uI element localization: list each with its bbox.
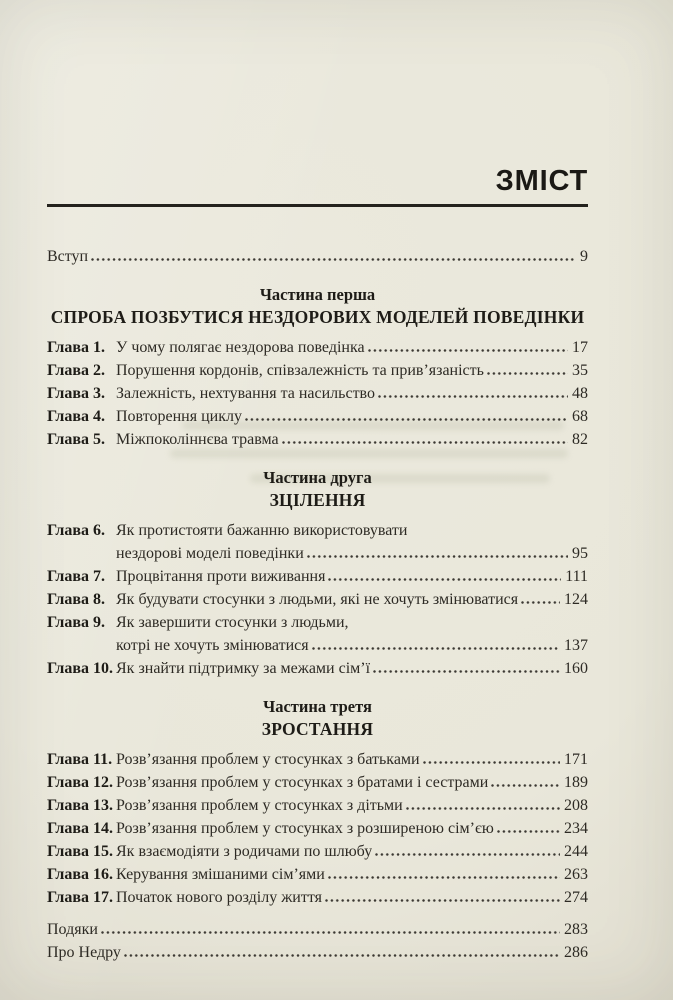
chapter-label: Глава 12. — [47, 774, 113, 791]
dot-leader — [378, 395, 568, 398]
entry-label: Про Недру — [47, 944, 121, 961]
toc-page — [47, 0, 588, 964]
page-number: 111 — [565, 568, 588, 585]
entry-label: Подяки — [47, 921, 98, 938]
toc-entry — [47, 941, 588, 964]
toc-entry — [47, 748, 588, 771]
chapter-title: Міжпоколіннєва травма — [116, 431, 279, 448]
toc-entry-continuation — [47, 634, 588, 657]
toc-entry — [47, 918, 588, 941]
chapter-title: Повторення циклу — [116, 408, 242, 425]
part-heading-2 — [47, 467, 588, 512]
page-number: 286 — [564, 944, 588, 961]
chapter-label: Глава 16. — [47, 866, 113, 883]
dot-leader — [307, 555, 568, 558]
chapter-label: Глава 1. — [47, 339, 105, 356]
dot-leader — [328, 578, 561, 581]
dot-leader — [328, 876, 560, 879]
chapter-title: Процвітання проти виживання — [116, 568, 326, 585]
part-title: ЗРОСТАННЯ — [261, 719, 374, 739]
chapter-label: Глава 15. — [47, 843, 113, 860]
chapter-title: Як знайти підтримку за межами сім’ї — [116, 660, 371, 677]
toc-entry — [47, 771, 588, 794]
entry-label: Вступ — [47, 248, 89, 265]
chapter-title: Як завершити стосунки з людьми, — [116, 614, 349, 631]
toc-entry-intro — [47, 245, 588, 268]
chapter-title: Як будувати стосунки з людьми, які не хочуть змінюватися — [116, 591, 519, 608]
chapter-label: Глава 13. — [47, 797, 113, 814]
toc-entry — [47, 611, 588, 634]
part-name: Частина перша — [259, 285, 376, 304]
title-rule — [47, 204, 588, 207]
back-matter — [47, 918, 588, 964]
toc-entry — [47, 336, 588, 359]
chapter-title: Порушення кордонів, співзалежність та прив’язаність — [116, 362, 484, 379]
chapter-label: Глава 7. — [47, 568, 105, 585]
part-name: Частина третя — [263, 697, 372, 716]
part-name: Частина друга — [263, 468, 372, 487]
page-number: 68 — [572, 408, 588, 425]
chapter-title-line2: нездорові моделі поведінки — [116, 545, 304, 562]
dot-leader — [491, 784, 560, 787]
dot-leader — [312, 647, 560, 650]
dot-leader — [375, 853, 560, 856]
part-title: ЗЦІЛЕННЯ — [269, 490, 366, 510]
page-number: 160 — [564, 660, 588, 677]
page-number: 189 — [564, 774, 588, 791]
toc-entry — [47, 519, 588, 542]
toc-entry — [47, 817, 588, 840]
chapter-label: Глава 14. — [47, 820, 113, 837]
page-number: 9 — [580, 248, 588, 265]
chapter-title: Як протистояти бажанню використовувати — [116, 522, 408, 539]
toc-entry — [47, 794, 588, 817]
chapter-title: У чому полягає нездорова поведінка — [116, 339, 365, 356]
chapter-label: Глава 2. — [47, 362, 105, 379]
chapter-label: Глава 6. — [47, 522, 105, 539]
page-number: 95 — [572, 545, 588, 562]
page-number: 35 — [572, 362, 588, 379]
part-heading-3 — [47, 696, 588, 741]
toc-entry — [47, 359, 588, 382]
chapter-title: Розв’язання проблем у стосунках з батьками — [116, 751, 420, 768]
dot-leader — [325, 899, 560, 902]
chapter-title: Керування змішаними сім’ями — [116, 866, 325, 883]
chapter-label: Глава 17. — [47, 889, 113, 906]
chapter-title-line2: котрі не хочуть змінюватися — [116, 637, 309, 654]
dot-leader — [423, 761, 560, 764]
chapter-title: Розв’язання проблем у стосунках з братами і сестрами — [116, 774, 489, 791]
page-number: 17 — [572, 339, 588, 356]
page-number: 124 — [564, 591, 588, 608]
dot-leader — [497, 830, 560, 833]
part-heading-1 — [47, 284, 588, 329]
dot-leader — [373, 670, 560, 673]
toc-entry — [47, 886, 588, 909]
dot-leader — [487, 372, 568, 375]
page-number: 137 — [564, 637, 588, 654]
dot-leader — [406, 807, 560, 810]
chapter-list-2 — [47, 519, 588, 680]
dot-leader — [282, 441, 568, 444]
chapter-label: Глава 8. — [47, 591, 105, 608]
dot-leader — [368, 349, 568, 352]
chapter-label: Глава 3. — [47, 385, 105, 402]
chapter-label: Глава 10. — [47, 660, 113, 677]
toc-entry-continuation — [47, 542, 588, 565]
chapter-label: Глава 4. — [47, 408, 105, 425]
page-number: 48 — [572, 385, 588, 402]
page-number: 82 — [572, 431, 588, 448]
chapter-title: Залежність, нехтування та насильство — [116, 385, 375, 402]
toc-entry — [47, 428, 588, 451]
toc-entry — [47, 588, 588, 611]
chapter-title: Розв’язання проблем у стосунках з розширеною сім’єю — [116, 820, 494, 837]
dot-leader — [101, 931, 560, 934]
toc-entry — [47, 405, 588, 428]
page-title: ЗМІСТ — [495, 165, 588, 197]
toc-entry — [47, 565, 588, 588]
page-number: 208 — [564, 797, 588, 814]
page-number: 283 — [564, 921, 588, 938]
dot-leader — [521, 601, 560, 604]
toc-entry — [47, 840, 588, 863]
part-title: СПРОБА ПОЗБУТИСЯ НЕЗДОРОВИХ МОДЕЛЕЙ ПОВЕДІНКИ — [50, 307, 585, 327]
chapter-label: Глава 9. — [47, 614, 105, 631]
page-number: 244 — [564, 843, 588, 860]
dot-leader — [245, 418, 568, 421]
chapter-label: Глава 5. — [47, 431, 105, 448]
dot-leader — [124, 954, 560, 957]
toc-entry — [47, 657, 588, 680]
page-number: 234 — [564, 820, 588, 837]
page-number: 171 — [564, 751, 588, 768]
page-number: 274 — [564, 889, 588, 906]
chapter-title: Початок нового розділу життя — [116, 889, 322, 906]
chapter-list-1 — [47, 336, 588, 451]
chapter-title: Як взаємодіяти з родичами по шлюбу — [116, 843, 373, 860]
toc-entry — [47, 382, 588, 405]
toc-entry — [47, 863, 588, 886]
chapter-list-3 — [47, 748, 588, 909]
page-number: 263 — [564, 866, 588, 883]
dot-leader — [91, 258, 576, 261]
chapter-label: Глава 11. — [47, 751, 113, 768]
chapter-title: Розв’язання проблем у стосунках з дітьми — [116, 797, 403, 814]
